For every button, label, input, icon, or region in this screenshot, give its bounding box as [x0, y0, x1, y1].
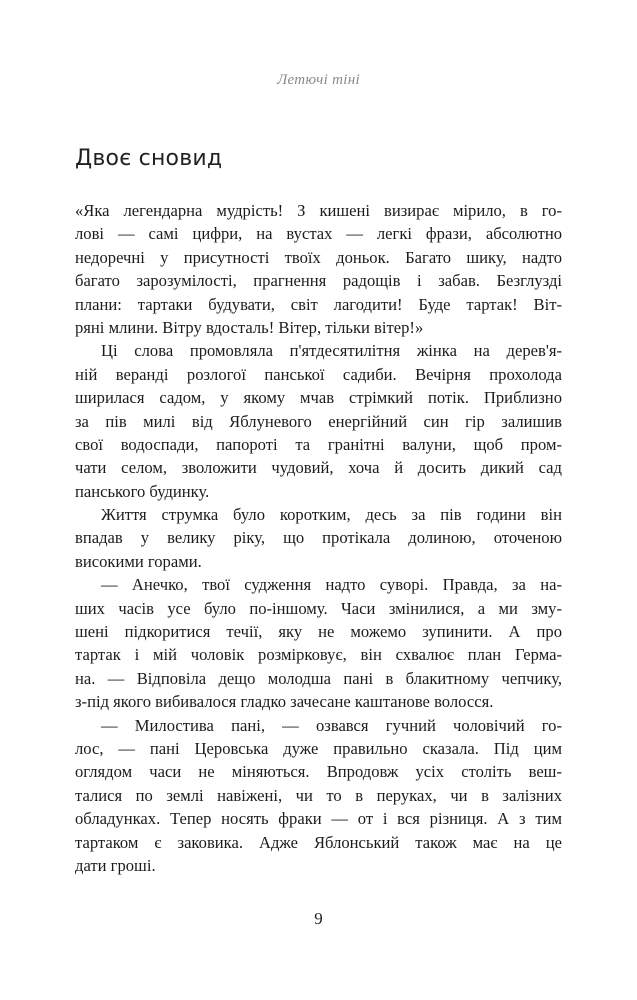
text-line: оглядом часи не міняються. Впродовж усіх століть веш-: [75, 762, 562, 782]
paragraph: [75, 503, 562, 573]
text-line: плани: тартаки будувати, світ лагодити! Буде тартак! Віт-: [75, 294, 562, 314]
text-line: Ці слова промовляла п'ятдесятилітня жінка на дерев'я-: [101, 341, 562, 361]
text-line: лос, — пані Церовська дуже правильно сказала. Під цим: [75, 738, 562, 758]
text-line: — Милостива пані, — озвався гучний чоловічий го-: [101, 715, 562, 735]
text-line: багато зарозумілості, прагнення радощів і забав. Безглузді: [75, 271, 562, 291]
text-line: — Анечко, твої судження надто суворі. Правда, за на-: [101, 575, 562, 595]
chapter-title: Двоє сновид: [75, 146, 223, 171]
text-line: на. — Відповіла дещо молодша пані в блакитному чепчику,: [75, 668, 562, 688]
text-line: ших часів усе було по-іншому. Часи змінилися, а ми зму-: [75, 598, 562, 618]
text-line: ній веранді розлогої панської садиби. Вечірня прохолода: [75, 364, 562, 384]
text-line: ширилася садом, у якому мчав стрімкий потік. Приблизно: [75, 388, 562, 408]
text-line: свої водоспади, папороті та гранітні валуни, щоб пром-: [75, 434, 562, 454]
paragraph: [75, 714, 562, 878]
text-line: панського будинку.: [75, 481, 210, 501]
body-text: [75, 199, 562, 877]
running-head: Летючі тіні: [277, 72, 360, 88]
text-line: шені підкоритися течії, яку не можемо зупинити. А про: [75, 622, 562, 642]
text-line: Життя струмка було коротким, десь за пів години він: [101, 505, 562, 525]
text-line: тартаком є заковика. Адже Яблонський також має на це: [75, 832, 562, 852]
paragraph: [75, 199, 562, 339]
text-line: чати селом, зволожити чудовий, хоча й досить дикий сад: [75, 458, 562, 478]
text-line: «Яка легендарна мудрість! З кишені визирає мірило, в го-: [75, 201, 562, 220]
text-line: тартак і мій чоловік розмірковує, він схвалює план Герма-: [75, 645, 562, 665]
text-line: ряні млини. Вітру вдосталь! Вітер, тільки вітер!»: [75, 317, 424, 337]
text-line: недоречні у присутності твоїх доньок. Багато шику, надто: [75, 247, 562, 267]
text-line: за пів милі від Яблуневого енергійний син гір залишив: [75, 411, 562, 431]
text-line: дати гроші.: [75, 855, 156, 875]
paragraph: [75, 339, 562, 503]
text-line: високими горами.: [75, 551, 202, 571]
text-line: з-під якого вибивалося гладко зачесане каштанове волосся.: [75, 692, 494, 712]
text-line: обладунках. Тепер носять фраки — от і вся різниця. А з тим: [75, 809, 562, 829]
text-line: впадав у велику ріку, що протікала долиною, оточеною: [75, 528, 562, 548]
text-line: лові — самі цифри, на вустах — легкі фрази, абсолютно: [75, 224, 562, 244]
paragraph: [75, 573, 562, 713]
page-number: 9: [314, 909, 323, 928]
text-line: талися по землі навіжені, чи то в перуках, чи в залізних: [75, 785, 562, 805]
